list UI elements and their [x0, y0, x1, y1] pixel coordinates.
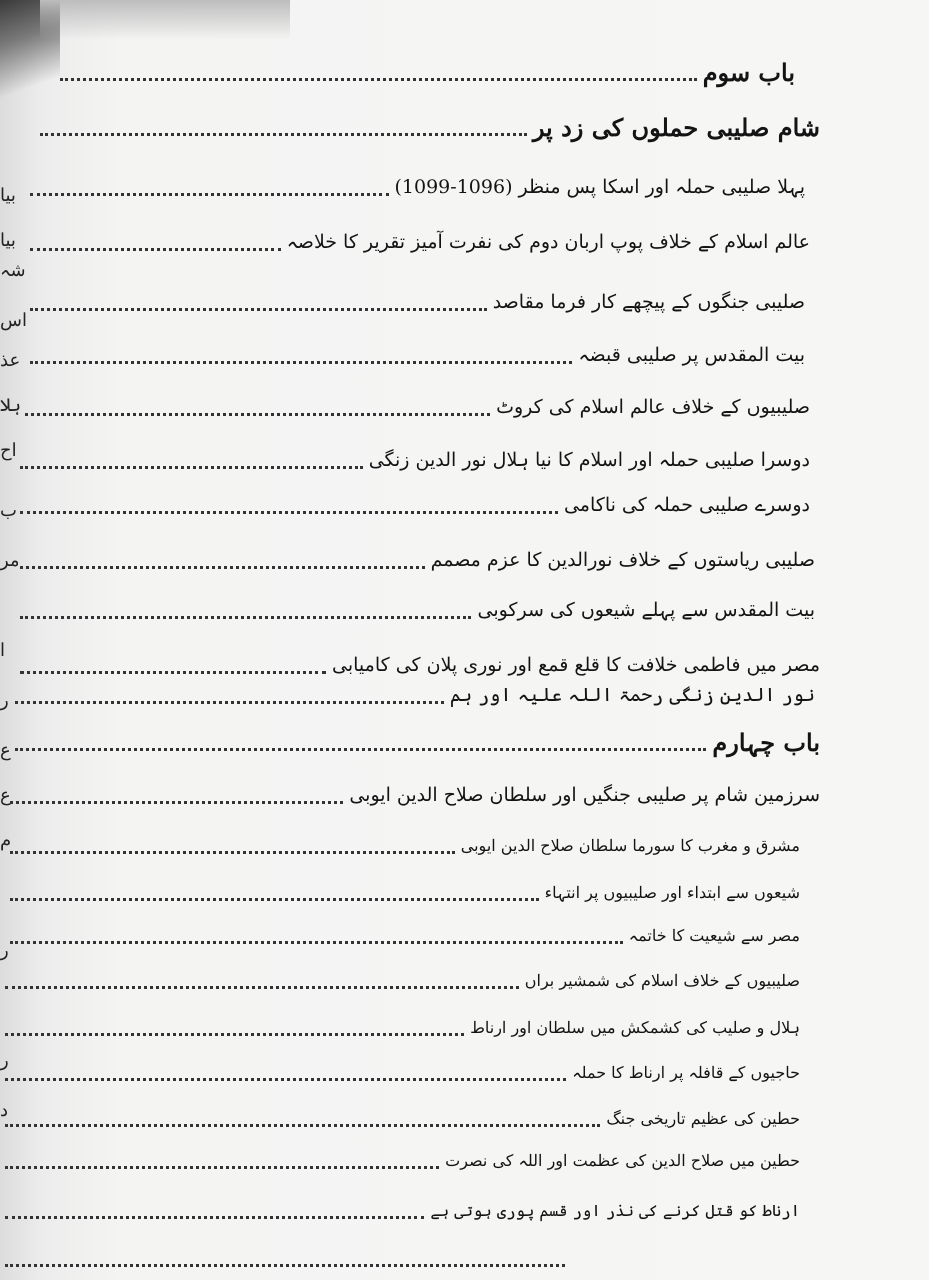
leader-dots	[30, 193, 389, 196]
toc-entry-title: صلیبیوں کے خلاف اسلام کی شمشیر براں	[524, 970, 800, 990]
margin-fragment: اح	[0, 440, 17, 461]
toc-entry-title: نور الدین زنگی رحمۃ اللہ علیہ اور ہم	[449, 684, 815, 706]
leader-dots	[30, 248, 281, 251]
toc-entry	[5, 1190, 800, 1230]
toc-entry-title: مصر میں فاطمی خلافت کا قلع قمع اور نوری پلان کی کامیابی	[332, 654, 820, 676]
margin-fragment: بیا	[0, 185, 16, 206]
leader-dots	[5, 1078, 566, 1081]
margin-fragment: بیا	[0, 230, 16, 251]
toc-entry-title: دوسرے صلیبی حملہ کی ناکامی	[563, 494, 810, 516]
toc-entry-title: دوسرا صلیبی حملہ اور اسلام کا نیا ہلال نور الدین زنگی	[368, 449, 810, 471]
toc-entry-title: پہلا صلیبی حملہ اور اسکا پس منظر (1096-1099)	[394, 176, 805, 198]
leader-dots	[20, 616, 471, 619]
toc-entry-title: صلیبی ریاستوں کے خلاف نورالدین کا عزم مصمم	[430, 549, 815, 571]
toc-entry	[20, 485, 810, 525]
leader-dots	[5, 1166, 439, 1169]
leader-dots	[5, 1033, 464, 1036]
leader-dots	[30, 308, 487, 311]
toc-entry	[30, 335, 805, 375]
toc-entry-title: حطین میں صلاح الدین کی عظمت اور اللہ کی نصرت	[445, 1150, 800, 1170]
margin-fragment: عذ	[0, 350, 21, 371]
margin-fragment: ب	[0, 500, 17, 521]
toc-entry-title: صلیبی جنگوں کے پیچھے کار فرما مقاصد	[492, 291, 805, 313]
toc-chapter-heading	[15, 722, 820, 762]
toc-entry	[30, 282, 805, 322]
toc-entry	[10, 872, 800, 912]
leader-dots	[30, 361, 572, 364]
leader-dots	[5, 1124, 600, 1127]
margin-fragment: ر	[0, 690, 9, 711]
toc-entry-title: بیت المقدس پر صلیبی قبضہ	[578, 344, 805, 366]
leader-dots	[20, 566, 425, 569]
margin-fragment: ع	[0, 740, 11, 761]
toc-entry	[10, 915, 800, 955]
margin-fragment: د	[0, 1100, 9, 1121]
leader-dots	[10, 898, 539, 901]
toc-entry	[30, 222, 810, 262]
leader-dots	[5, 986, 519, 989]
margin-fragment: شہ	[0, 260, 26, 281]
margin-fragment: ر	[0, 940, 9, 961]
toc-entry	[20, 590, 815, 630]
toc-entry-title: حطین کی عظیم تاریخی جنگ	[606, 1108, 800, 1128]
toc-entry-title: حاجیوں کے قافلہ پر ارناط کا حملہ	[572, 1062, 800, 1082]
margin-fragment: اس	[0, 310, 27, 331]
toc-entry	[5, 1098, 800, 1138]
toc-entry-title: عالم اسلام کے خلاف پوپ اربان دوم کی نفرت آمیز تقریر کا خلاصہ	[286, 231, 810, 253]
leader-dots	[60, 78, 697, 81]
margin-fragment: ع	[0, 785, 11, 806]
leader-dots	[10, 941, 623, 944]
leader-dots	[40, 133, 527, 136]
toc-entry	[5, 1052, 800, 1092]
toc-entry	[25, 387, 810, 427]
leader-dots	[10, 801, 343, 804]
toc-entry-title: مصر سے شیعیت کا خاتمہ	[628, 925, 800, 945]
toc-entry	[20, 540, 815, 580]
margin-fragment: ا	[0, 640, 6, 661]
toc-entry	[10, 825, 800, 865]
toc-entry-title: سرزمین شام پر صلیبی جنگیں اور سلطان صلاح الدین ایوبی	[349, 784, 820, 806]
leader-dots	[20, 671, 326, 674]
toc-entry	[5, 1007, 800, 1047]
toc-entry	[40, 107, 820, 147]
leader-dots	[15, 748, 706, 751]
margin-fragment: ر	[0, 1050, 9, 1071]
toc-entry-title: مشرق و مغرب کا سورما سلطان صلاح الدین ایوبی	[460, 835, 800, 855]
toc-entry	[20, 440, 810, 480]
toc-entry-title: باب سوم	[702, 57, 795, 87]
toc-entry	[10, 775, 820, 815]
toc-entry-title: شام صلیبی حملوں کی زد پر	[532, 112, 820, 142]
margin-fragment: م	[0, 830, 12, 851]
toc-entry-title: بیت المقدس سے پہلے شیعوں کی سرکوبی	[477, 599, 815, 621]
leader-dots	[5, 1216, 424, 1219]
margin-fragment: ہلا	[0, 395, 22, 416]
leader-dots	[10, 851, 455, 854]
toc-entry-title: ارناط کو قتل کرنے کی نذر اور قسم پوری ہوتی ہے	[430, 1200, 800, 1220]
margin-fragment: مر	[0, 550, 20, 571]
toc-entry	[5, 1140, 800, 1180]
toc-entry-title: شیعوں سے ابتداء اور صلیبیوں پر انتہاء	[544, 882, 800, 902]
leader-dots	[20, 511, 558, 514]
toc-entry	[5, 960, 800, 1000]
leader-dots	[20, 466, 363, 469]
leader-dots	[15, 701, 444, 704]
toc-trailing-dots	[5, 1238, 565, 1278]
toc-entry	[15, 675, 815, 715]
leader-dots	[5, 1264, 565, 1267]
toc-entry-title: صلیبیوں کے خلاف عالم اسلام کی کروٹ	[496, 396, 810, 418]
toc-entry-title: باب چہارم	[712, 727, 820, 757]
toc-entry	[30, 167, 805, 207]
leader-dots	[25, 413, 490, 416]
toc-chapter-heading	[60, 52, 795, 92]
toc-entry-title: ہلال و صلیب کی کشمکش میں سلطان اور ارناط	[470, 1017, 800, 1037]
